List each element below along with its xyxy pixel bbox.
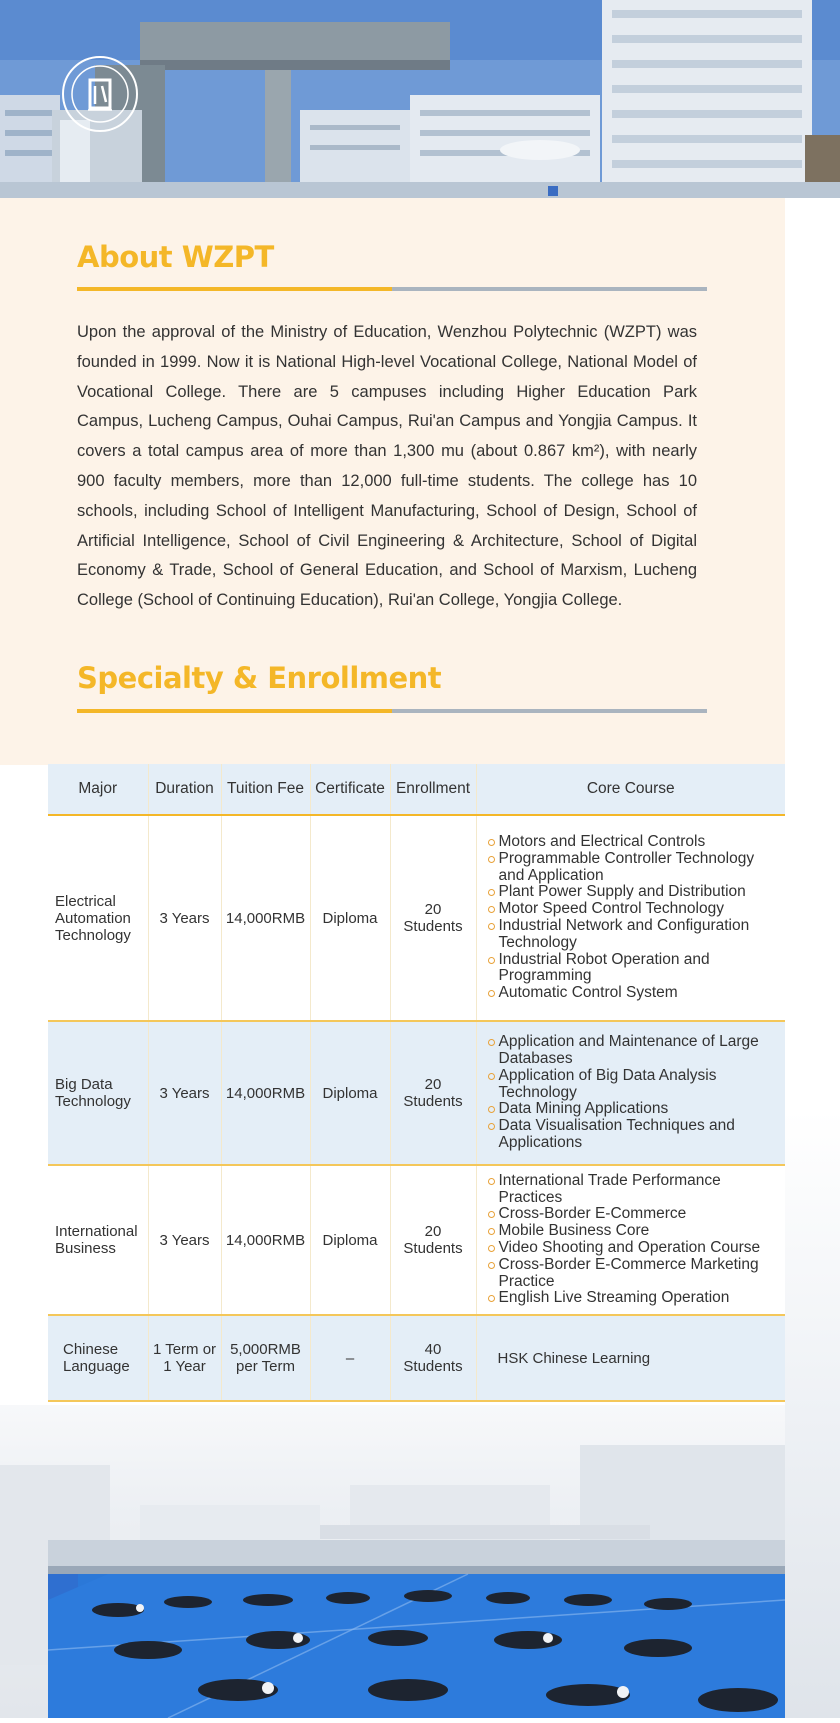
about-title-rule — [77, 287, 707, 291]
duration-cell: 1 Term or 1 Year — [148, 1315, 221, 1401]
course-item: Application and Maintenance of Large Databases — [487, 1034, 782, 1068]
enrollment-cell: 20 Students — [390, 1165, 476, 1315]
major-cell: Chinese Language — [48, 1315, 148, 1401]
table-row — [48, 1315, 785, 1401]
major-cell: Big Data Technology — [48, 1021, 148, 1165]
major-cell: International Business — [48, 1165, 148, 1315]
tuition-cell: 14,000RMB — [221, 1165, 310, 1315]
table-row — [48, 1021, 785, 1165]
core-course-cell — [476, 1021, 785, 1165]
certificate-cell: Diploma — [310, 1021, 390, 1165]
specialty-title-rule — [77, 709, 707, 713]
table-row — [48, 1165, 785, 1315]
about-title: About WZPT — [77, 240, 274, 274]
course-item: Mobile Business Core — [487, 1223, 782, 1240]
enrollment-cell: 20 Students — [390, 815, 476, 1021]
course-item: Industrial Network and Configuration Technology — [487, 918, 782, 952]
specialty-title: Specialty & Enrollment — [77, 661, 442, 695]
side-background — [785, 198, 840, 1718]
course-item: Data Mining Applications — [487, 1101, 782, 1118]
course-item: Industrial Robot Operation and Programming — [487, 952, 782, 986]
university-seal-logo — [62, 56, 138, 132]
major-cell: Electrical Automation Technology — [48, 815, 148, 1021]
enrollment-table — [48, 764, 785, 1402]
tuition-cell: 5,000RMB per Term — [221, 1315, 310, 1401]
core-course-cell: HSK Chinese Learning — [476, 1315, 785, 1401]
header-duration: Duration — [148, 764, 221, 815]
enrollment-cell: 20 Students — [390, 1021, 476, 1165]
course-item: Motor Speed Control Technology — [487, 901, 782, 918]
students-gym-class-photo — [48, 1540, 785, 1718]
seal-emblem-icon — [64, 58, 136, 130]
certificate-cell: Diploma — [310, 1165, 390, 1315]
course-item: Automatic Control System — [487, 985, 782, 1002]
course-item: English Live Streaming Operation — [487, 1290, 782, 1307]
gym-class-illustration — [48, 1540, 785, 1718]
table-row — [48, 815, 785, 1021]
course-list — [487, 1173, 782, 1307]
tuition-cell: 14,000RMB — [221, 1021, 310, 1165]
course-item: Programmable Controller Technology and Application — [487, 851, 782, 885]
course-list — [487, 834, 782, 1002]
course-item: Motors and Electrical Controls — [487, 834, 782, 851]
certificate-cell: Diploma — [310, 815, 390, 1021]
course-item: Cross-Border E-Commerce Marketing Practice — [487, 1257, 782, 1291]
duration-cell: 3 Years — [148, 1021, 221, 1165]
certificate-cell: – — [310, 1315, 390, 1401]
course-item: Data Visualisation Techniques and Applications — [487, 1118, 782, 1152]
course-item: International Trade Performance Practices — [487, 1173, 782, 1207]
course-item: Plant Power Supply and Distribution — [487, 884, 782, 901]
header-tuition: Tuition Fee — [221, 764, 310, 815]
core-course-cell — [476, 1165, 785, 1315]
header-core-course: Core Course — [476, 764, 785, 815]
duration-cell: 3 Years — [148, 1165, 221, 1315]
header-enrollment: Enrollment — [390, 764, 476, 815]
course-item: Cross-Border E-Commerce — [487, 1206, 782, 1223]
tuition-cell: 14,000RMB — [221, 815, 310, 1021]
about-paragraph: Upon the approval of the Ministry of Education, Wenzhou Polytechnic (WZPT) was founded in 1999. Now it is National High-level Vocational College, National Model of Vocational College. There are 5 campuses including Higher Education Park Campus, Lucheng Campus, Ouhai Campus, Rui'an Campus and Yongjia Campus. It covers a total campus area of more than 1,300 mu (about 0.867 km²), with nearly 900 faculty members, more than 12,000 full-time students. The college has 10 schools, including School of Intelligent Manufacturing, School of Design, School of Artificial Intelligence, School of Civil Engineering & Architecture, School of Digital Economy & Trade, School of General Education, and School of Marxism, Lucheng College (School of Continuing Education), Rui'an College, Yongjia College. — [77, 323, 697, 610]
duration-cell: 3 Years — [148, 815, 221, 1021]
header-certificate: Certificate — [310, 764, 390, 815]
table-header-row — [48, 764, 785, 815]
course-item: Video Shooting and Operation Course — [487, 1240, 782, 1257]
course-list — [487, 1034, 782, 1152]
header-major: Major — [48, 764, 148, 815]
campus-building-photo — [0, 0, 840, 198]
core-course-cell — [476, 815, 785, 1021]
enrollment-cell: 40 Students — [390, 1315, 476, 1401]
course-item: Application of Big Data Analysis Technology — [487, 1068, 782, 1102]
